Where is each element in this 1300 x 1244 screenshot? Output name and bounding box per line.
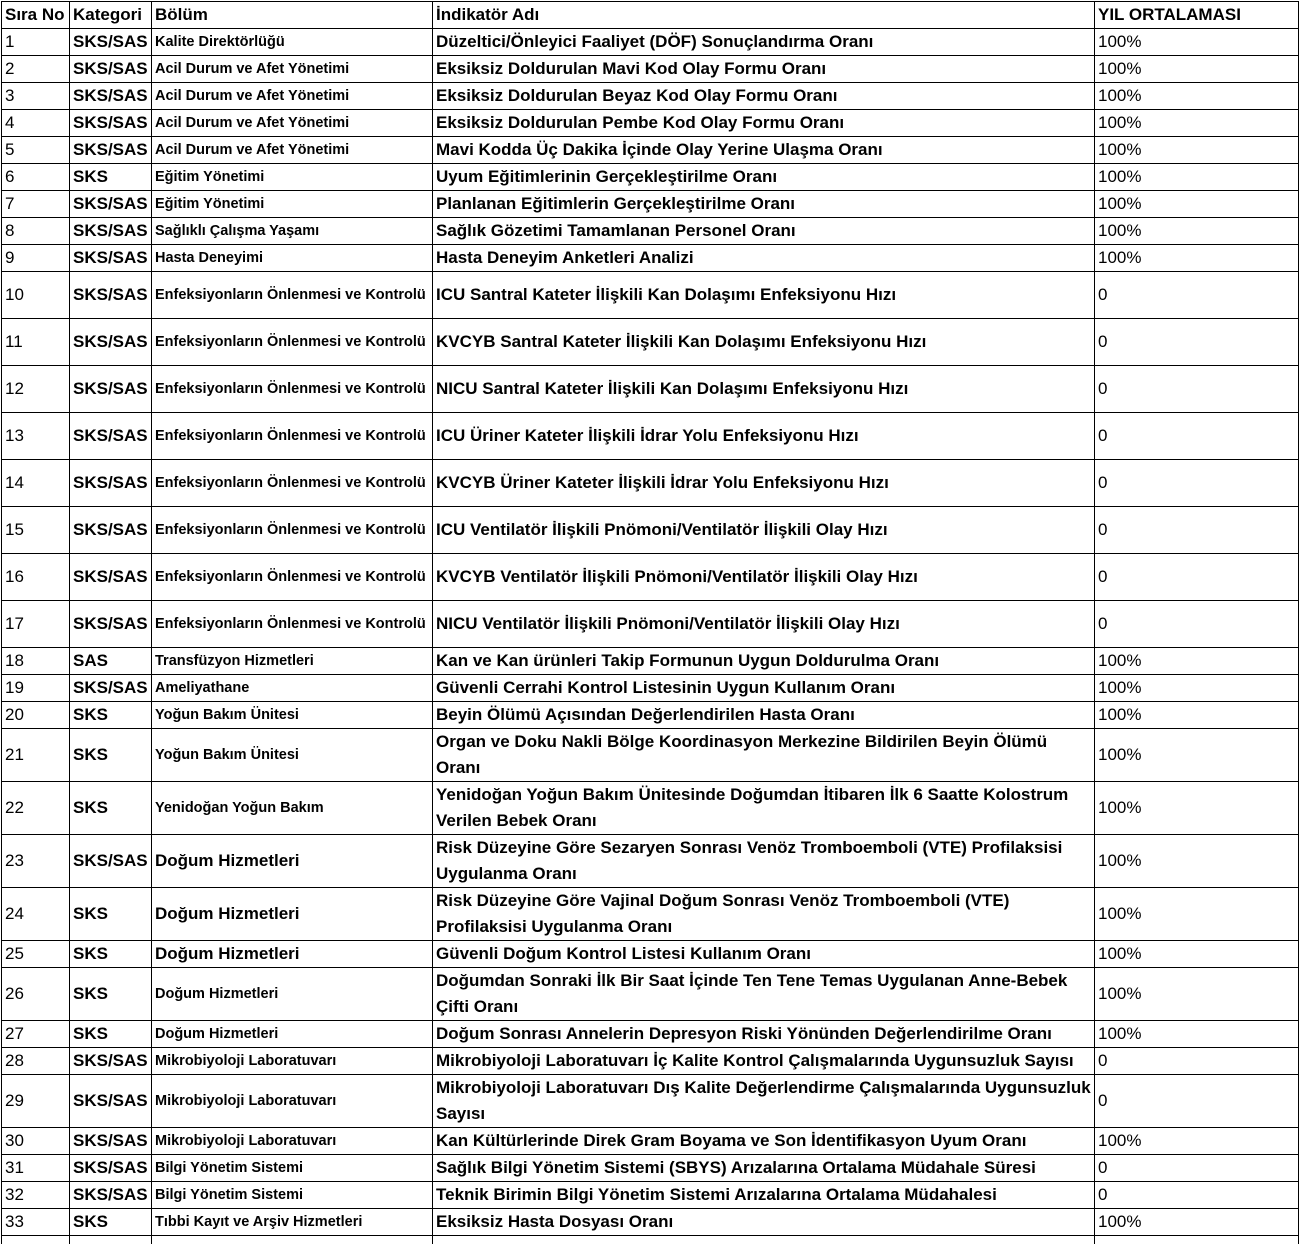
table-row <box>2 729 1299 782</box>
empty-cell <box>70 1236 152 1244</box>
cell-yil-ortalamasi: 100% <box>1095 218 1299 245</box>
cell-kategori: SKS/SAS <box>70 507 152 554</box>
table-row <box>2 675 1299 702</box>
cell-kategori: SKS/SAS <box>70 413 152 460</box>
header-row <box>2 2 1299 29</box>
cell-bolum: Yoğun Bakım Ünitesi <box>152 729 433 782</box>
cell-bolum: Enfeksiyonların Önlenmesi ve Kontrolü <box>152 507 433 554</box>
table-row <box>2 702 1299 729</box>
cell-yil-ortalamasi: 100% <box>1095 675 1299 702</box>
cell-bolum: Enfeksiyonların Önlenmesi ve Kontrolü <box>152 272 433 319</box>
cell-bolum: Sağlıklı Çalışma Yaşamı <box>152 218 433 245</box>
cell-bolum: Mikrobiyoloji Laboratuvarı <box>152 1128 433 1155</box>
cell-sira-no: 33 <box>2 1209 70 1236</box>
cell-bolum: Bilgi Yönetim Sistemi <box>152 1182 433 1209</box>
cell-bolum: Yoğun Bakım Ünitesi <box>152 702 433 729</box>
cell-yil-ortalamasi: 0 <box>1095 319 1299 366</box>
table-row <box>2 1048 1299 1075</box>
cell-yil-ortalamasi: 100% <box>1095 1021 1299 1048</box>
cell-indikator-adi: KVCYB Santral Kateter İlişkili Kan Dolaşımı Enfeksiyonu Hızı <box>433 319 1095 366</box>
cell-indikator-adi: Kan Kültürlerinde Direk Gram Boyama ve Son İdentifikasyon Uyum Oranı <box>433 1128 1095 1155</box>
cell-indikator-adi: Eksiksiz Doldurulan Mavi Kod Olay Formu Oranı <box>433 56 1095 83</box>
cell-yil-ortalamasi: 100% <box>1095 245 1299 272</box>
cell-sira-no: 17 <box>2 601 70 648</box>
cell-bolum: Doğum Hizmetleri <box>152 835 433 888</box>
table-row <box>2 1021 1299 1048</box>
cell-bolum: Acil Durum ve Afet Yönetimi <box>152 83 433 110</box>
cell-yil-ortalamasi: 100% <box>1095 888 1299 941</box>
empty-cell <box>433 1236 1095 1244</box>
cell-kategori: SKS/SAS <box>70 1128 152 1155</box>
cell-bolum: Doğum Hizmetleri <box>152 888 433 941</box>
table-row <box>2 319 1299 366</box>
table-row <box>2 56 1299 83</box>
cell-indikator-adi: Hasta Deneyim Anketleri Analizi <box>433 245 1095 272</box>
cell-indikator-adi: NICU Santral Kateter İlişkili Kan Dolaşımı Enfeksiyonu Hızı <box>433 366 1095 413</box>
cell-bolum: Acil Durum ve Afet Yönetimi <box>152 137 433 164</box>
trailing-empty-row <box>2 1236 1299 1244</box>
table-row <box>2 782 1299 835</box>
cell-bolum: Acil Durum ve Afet Yönetimi <box>152 56 433 83</box>
cell-yil-ortalamasi: 0 <box>1095 554 1299 601</box>
cell-sira-no: 23 <box>2 835 70 888</box>
cell-bolum: Acil Durum ve Afet Yönetimi <box>152 110 433 137</box>
cell-yil-ortalamasi: 0 <box>1095 460 1299 507</box>
cell-indikator-adi: Risk Düzeyine Göre Sezaryen Sonrası Venöz Tromboemboli (VTE) Profilaksisi Uygulanma Oranı <box>433 835 1095 888</box>
cell-kategori: SKS <box>70 782 152 835</box>
cell-indikator-adi: KVCYB Ventilatör İlişkili Pnömoni/Ventilatör İlişkili Olay Hızı <box>433 554 1095 601</box>
cell-sira-no: 19 <box>2 675 70 702</box>
cell-kategori: SKS/SAS <box>70 1182 152 1209</box>
cell-sira-no: 32 <box>2 1182 70 1209</box>
cell-kategori: SKS <box>70 729 152 782</box>
cell-indikator-adi: Mikrobiyoloji Laboratuvarı İç Kalite Kontrol Çalışmalarında Uygunsuzluk Sayısı <box>433 1048 1095 1075</box>
cell-yil-ortalamasi: 100% <box>1095 968 1299 1021</box>
cell-yil-ortalamasi: 100% <box>1095 702 1299 729</box>
cell-yil-ortalamasi: 100% <box>1095 648 1299 675</box>
cell-sira-no: 8 <box>2 218 70 245</box>
cell-indikator-adi: ICU Üriner Kateter İlişkili İdrar Yolu Enfeksiyonu Hızı <box>433 413 1095 460</box>
cell-yil-ortalamasi: 100% <box>1095 137 1299 164</box>
table-row <box>2 83 1299 110</box>
header-indikator-adi: İndikatör Adı <box>433 2 1095 29</box>
cell-sira-no: 5 <box>2 137 70 164</box>
cell-yil-ortalamasi: 100% <box>1095 835 1299 888</box>
cell-indikator-adi: Beyin Ölümü Açısından Değerlendirilen Hasta Oranı <box>433 702 1095 729</box>
cell-bolum: Hasta Deneyimi <box>152 245 433 272</box>
cell-yil-ortalamasi: 100% <box>1095 164 1299 191</box>
cell-yil-ortalamasi: 0 <box>1095 272 1299 319</box>
cell-bolum: Enfeksiyonların Önlenmesi ve Kontrolü <box>152 319 433 366</box>
cell-yil-ortalamasi: 0 <box>1095 1155 1299 1182</box>
cell-sira-no: 1 <box>2 29 70 56</box>
cell-sira-no: 7 <box>2 191 70 218</box>
cell-yil-ortalamasi: 0 <box>1095 366 1299 413</box>
header-kategori: Kategori <box>70 2 152 29</box>
cell-kategori: SKS/SAS <box>70 245 152 272</box>
cell-sira-no: 20 <box>2 702 70 729</box>
table-row <box>2 110 1299 137</box>
cell-yil-ortalamasi: 100% <box>1095 1128 1299 1155</box>
table-row <box>2 272 1299 319</box>
cell-indikator-adi: Doğum Sonrası Annelerin Depresyon Riski Yönünden Değerlendirilme Oranı <box>433 1021 1095 1048</box>
table-row <box>2 1075 1299 1128</box>
cell-kategori: SKS/SAS <box>70 110 152 137</box>
table-row <box>2 191 1299 218</box>
cell-bolum: Enfeksiyonların Önlenmesi ve Kontrolü <box>152 554 433 601</box>
cell-kategori: SKS/SAS <box>70 218 152 245</box>
cell-bolum: Doğum Hizmetleri <box>152 968 433 1021</box>
cell-indikator-adi: Eksiksiz Doldurulan Pembe Kod Olay Formu Oranı <box>433 110 1095 137</box>
cell-yil-ortalamasi: 100% <box>1095 56 1299 83</box>
cell-sira-no: 6 <box>2 164 70 191</box>
cell-bolum: Tıbbi Kayıt ve Arşiv Hizmetleri <box>152 1209 433 1236</box>
indicator-table <box>1 1 1299 1244</box>
cell-indikator-adi: Eksiksiz Doldurulan Beyaz Kod Olay Formu Oranı <box>433 83 1095 110</box>
table-row <box>2 601 1299 648</box>
table-row <box>2 218 1299 245</box>
cell-yil-ortalamasi: 0 <box>1095 601 1299 648</box>
table-row <box>2 507 1299 554</box>
table-row <box>2 366 1299 413</box>
cell-kategori: SKS/SAS <box>70 319 152 366</box>
cell-indikator-adi: Düzeltici/Önleyici Faaliyet (DÖF) Sonuçlandırma Oranı <box>433 29 1095 56</box>
table-row <box>2 554 1299 601</box>
cell-sira-no: 24 <box>2 888 70 941</box>
cell-kategori: SKS/SAS <box>70 29 152 56</box>
cell-indikator-adi: Risk Düzeyine Göre Vajinal Doğum Sonrası Venöz Tromboemboli (VTE) Profilaksisi Uygulanma Oranı <box>433 888 1095 941</box>
cell-kategori: SKS/SAS <box>70 191 152 218</box>
cell-sira-no: 15 <box>2 507 70 554</box>
cell-bolum: Mikrobiyoloji Laboratuvarı <box>152 1075 433 1128</box>
cell-kategori: SAS <box>70 648 152 675</box>
cell-yil-ortalamasi: 0 <box>1095 1182 1299 1209</box>
cell-sira-no: 10 <box>2 272 70 319</box>
cell-indikator-adi: Kan ve Kan ürünleri Takip Formunun Uygun Doldurulma Oranı <box>433 648 1095 675</box>
cell-yil-ortalamasi: 100% <box>1095 729 1299 782</box>
table-row <box>2 413 1299 460</box>
cell-indikator-adi: Doğumdan Sonraki İlk Bir Saat İçinde Ten Tene Temas Uygulanan Anne-Bebek Çifti Oranı <box>433 968 1095 1021</box>
cell-sira-no: 29 <box>2 1075 70 1128</box>
cell-kategori: SKS/SAS <box>70 137 152 164</box>
cell-bolum: Transfüzyon Hizmetleri <box>152 648 433 675</box>
table-row <box>2 29 1299 56</box>
cell-sira-no: 27 <box>2 1021 70 1048</box>
table-row <box>2 164 1299 191</box>
empty-cell <box>1095 1236 1299 1244</box>
cell-bolum: Eğitim Yönetimi <box>152 164 433 191</box>
header-sira-no: Sıra No <box>2 2 70 29</box>
cell-bolum: Doğum Hizmetleri <box>152 1021 433 1048</box>
cell-kategori: SKS <box>70 1209 152 1236</box>
table-row <box>2 941 1299 968</box>
header-yil-ortalamasi: YIL ORTALAMASI <box>1095 2 1299 29</box>
cell-indikator-adi: Eksiksiz Hasta Dosyası Oranı <box>433 1209 1095 1236</box>
cell-indikator-adi: Güvenli Cerrahi Kontrol Listesinin Uygun Kullanım Oranı <box>433 675 1095 702</box>
cell-sira-no: 30 <box>2 1128 70 1155</box>
cell-sira-no: 14 <box>2 460 70 507</box>
cell-sira-no: 3 <box>2 83 70 110</box>
cell-kategori: SKS/SAS <box>70 675 152 702</box>
cell-sira-no: 22 <box>2 782 70 835</box>
cell-kategori: SKS/SAS <box>70 601 152 648</box>
cell-indikator-adi: Sağlık Bilgi Yönetim Sistemi (SBYS) Arızalarına Ortalama Müdahale Süresi <box>433 1155 1095 1182</box>
cell-yil-ortalamasi: 0 <box>1095 413 1299 460</box>
cell-sira-no: 21 <box>2 729 70 782</box>
header-bolum: Bölüm <box>152 2 433 29</box>
cell-indikator-adi: ICU Santral Kateter İlişkili Kan Dolaşımı Enfeksiyonu Hızı <box>433 272 1095 319</box>
cell-kategori: SKS/SAS <box>70 835 152 888</box>
cell-bolum: Enfeksiyonların Önlenmesi ve Kontrolü <box>152 413 433 460</box>
cell-yil-ortalamasi: 100% <box>1095 29 1299 56</box>
table-row <box>2 460 1299 507</box>
cell-bolum: Mikrobiyoloji Laboratuvarı <box>152 1048 433 1075</box>
cell-indikator-adi: ICU Ventilatör İlişkili Pnömoni/Ventilatör İlişkili Olay Hızı <box>433 507 1095 554</box>
cell-kategori: SKS <box>70 941 152 968</box>
cell-bolum: Doğum Hizmetleri <box>152 941 433 968</box>
cell-kategori: SKS <box>70 1021 152 1048</box>
cell-sira-no: 18 <box>2 648 70 675</box>
cell-yil-ortalamasi: 100% <box>1095 191 1299 218</box>
table-row <box>2 1182 1299 1209</box>
cell-sira-no: 28 <box>2 1048 70 1075</box>
cell-sira-no: 25 <box>2 941 70 968</box>
cell-kategori: SKS/SAS <box>70 1048 152 1075</box>
cell-kategori: SKS/SAS <box>70 272 152 319</box>
cell-sira-no: 9 <box>2 245 70 272</box>
cell-yil-ortalamasi: 100% <box>1095 782 1299 835</box>
cell-kategori: SKS/SAS <box>70 1155 152 1182</box>
cell-indikator-adi: KVCYB Üriner Kateter İlişkili İdrar Yolu Enfeksiyonu Hızı <box>433 460 1095 507</box>
cell-indikator-adi: Yenidoğan Yoğun Bakım Ünitesinde Doğumdan İtibaren İlk 6 Saatte Kolostrum Verilen Bebek Oranı <box>433 782 1095 835</box>
table-row <box>2 1209 1299 1236</box>
cell-bolum: Enfeksiyonların Önlenmesi ve Kontrolü <box>152 601 433 648</box>
empty-cell <box>152 1236 433 1244</box>
cell-yil-ortalamasi: 100% <box>1095 1209 1299 1236</box>
cell-yil-ortalamasi: 0 <box>1095 1075 1299 1128</box>
cell-bolum: Enfeksiyonların Önlenmesi ve Kontrolü <box>152 366 433 413</box>
table-row <box>2 1128 1299 1155</box>
cell-bolum: Eğitim Yönetimi <box>152 191 433 218</box>
cell-kategori: SKS <box>70 702 152 729</box>
cell-kategori: SKS/SAS <box>70 83 152 110</box>
cell-yil-ortalamasi: 100% <box>1095 83 1299 110</box>
table-row <box>2 968 1299 1021</box>
cell-yil-ortalamasi: 0 <box>1095 507 1299 554</box>
cell-sira-no: 16 <box>2 554 70 601</box>
table-row <box>2 888 1299 941</box>
cell-kategori: SKS <box>70 164 152 191</box>
cell-indikator-adi: Organ ve Doku Nakli Bölge Koordinasyon Merkezine Bildirilen Beyin Ölümü Oranı <box>433 729 1095 782</box>
cell-yil-ortalamasi: 100% <box>1095 941 1299 968</box>
cell-yil-ortalamasi: 0 <box>1095 1048 1299 1075</box>
cell-bolum: Ameliyathane <box>152 675 433 702</box>
cell-sira-no: 12 <box>2 366 70 413</box>
cell-bolum: Bilgi Yönetim Sistemi <box>152 1155 433 1182</box>
table-body <box>2 29 1299 1244</box>
cell-sira-no: 11 <box>2 319 70 366</box>
cell-sira-no: 4 <box>2 110 70 137</box>
table-row <box>2 245 1299 272</box>
cell-indikator-adi: Mavi Kodda Üç Dakika İçinde Olay Yerine Ulaşma Oranı <box>433 137 1095 164</box>
cell-indikator-adi: Güvenli Doğum Kontrol Listesi Kullanım Oranı <box>433 941 1095 968</box>
cell-indikator-adi: Uyum Eğitimlerinin Gerçekleştirilme Oranı <box>433 164 1095 191</box>
cell-indikator-adi: Teknik Birimin Bilgi Yönetim Sistemi Arızalarına Ortalama Müdahalesi <box>433 1182 1095 1209</box>
cell-sira-no: 13 <box>2 413 70 460</box>
empty-cell <box>2 1236 70 1244</box>
cell-indikator-adi: NICU Ventilatör İlişkili Pnömoni/Ventilatör İlişkili Olay Hızı <box>433 601 1095 648</box>
cell-indikator-adi: Planlanan Eğitimlerin Gerçekleştirilme Oranı <box>433 191 1095 218</box>
cell-bolum: Yenidoğan Yoğun Bakım <box>152 782 433 835</box>
cell-bolum: Enfeksiyonların Önlenmesi ve Kontrolü <box>152 460 433 507</box>
cell-kategori: SKS/SAS <box>70 554 152 601</box>
cell-kategori: SKS/SAS <box>70 56 152 83</box>
table-row <box>2 137 1299 164</box>
cell-indikator-adi: Mikrobiyoloji Laboratuvarı Dış Kalite Değerlendirme Çalışmalarında Uygunsuzluk Sayısı <box>433 1075 1095 1128</box>
cell-bolum: Kalite Direktörlüğü <box>152 29 433 56</box>
cell-kategori: SKS/SAS <box>70 366 152 413</box>
table-row <box>2 835 1299 888</box>
cell-sira-no: 2 <box>2 56 70 83</box>
cell-sira-no: 26 <box>2 968 70 1021</box>
cell-indikator-adi: Sağlık Gözetimi Tamamlanan Personel Oranı <box>433 218 1095 245</box>
cell-kategori: SKS <box>70 888 152 941</box>
cell-yil-ortalamasi: 100% <box>1095 110 1299 137</box>
cell-sira-no: 31 <box>2 1155 70 1182</box>
table-row <box>2 1155 1299 1182</box>
cell-kategori: SKS <box>70 968 152 1021</box>
cell-kategori: SKS/SAS <box>70 1075 152 1128</box>
cell-kategori: SKS/SAS <box>70 460 152 507</box>
table-row <box>2 648 1299 675</box>
